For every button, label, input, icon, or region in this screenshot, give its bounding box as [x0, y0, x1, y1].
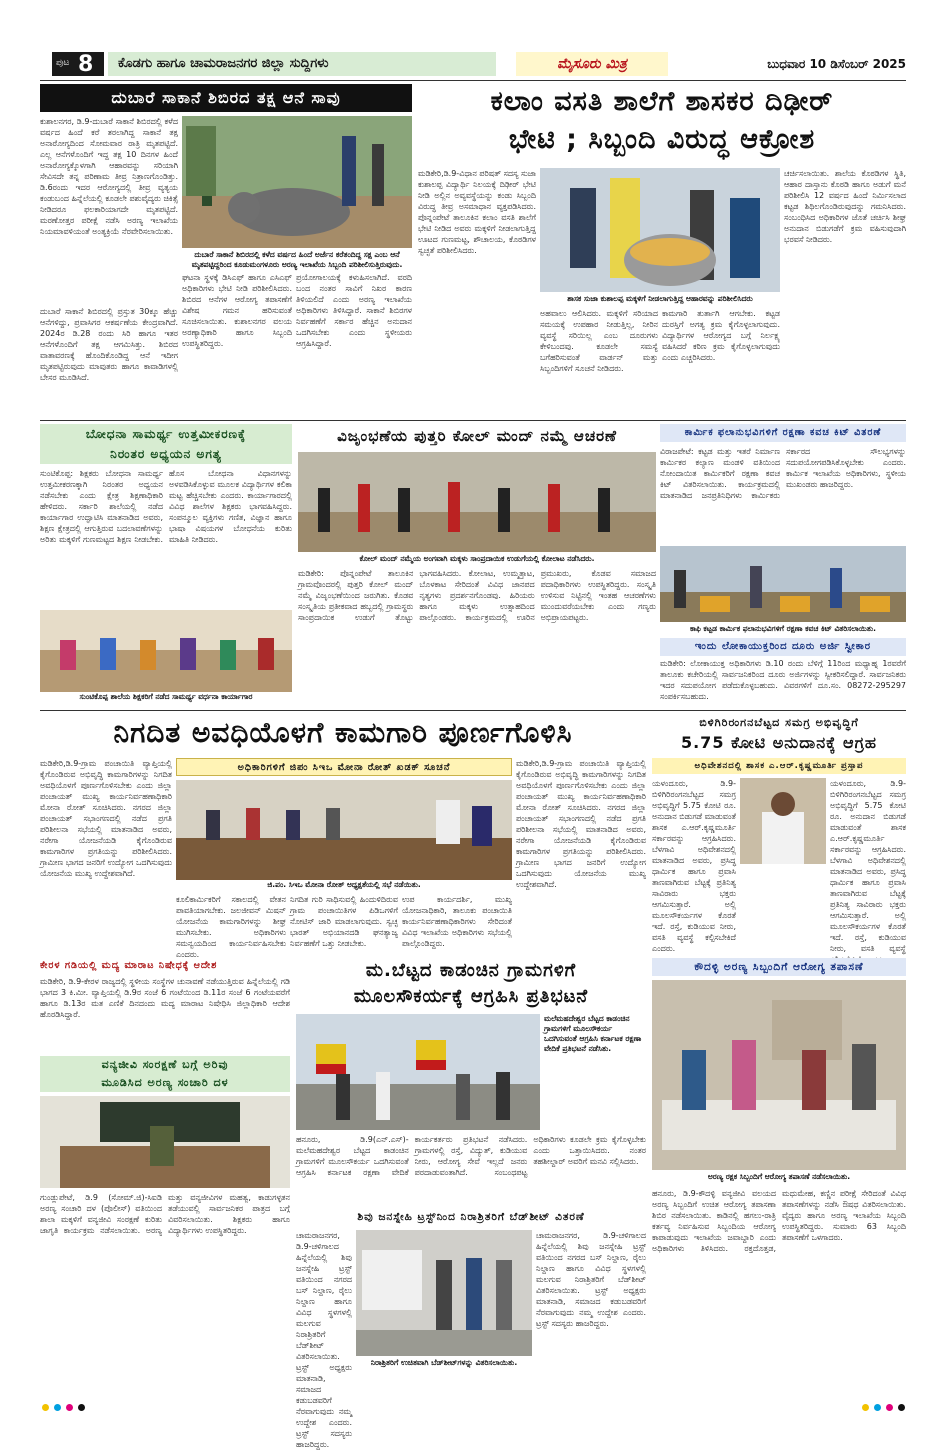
story3-caption: ಸುಂಟಿಕೊಪ್ಪ ಶಾಲೆಯ ಶಿಕ್ಷಕರಿಗೆ ನಡೆದ ಸಾಮರ್ಥ್ಯ ವರ್ಧನಾ ಕಾರ್ಯಾಗಾರ [79, 692, 253, 701]
registration-dot [78, 1404, 85, 1411]
registration-dot [54, 1404, 61, 1411]
story7-body-d: ಉಪ ಕಾರ್ಯದರ್ಶಿ, ಮುಖ್ಯ ಯೋಜನಾಧಿಕಾರಿ, ತಾಲೂಕು ಪಂಚಾಯಿತಿ ಕಾರ್ಯನಿರ್ವಹಣಾಧಿಕಾರಿಗಳು ಸೇರಿದಂತೆ ವಿವಿಧ ಇಲಾಖೆಯ ಅಧಿಕಾರಿಗಳು ಸಭೆಯಲ್ಲಿ ಪಾಲ್ಗೊಂಡಿದ್ದರು. [402, 895, 512, 948]
story7-body-c: ನಿಗದಿತ ಗುರಿ ಸಾಧಿಸುವಲ್ಲಿ ಹಿಂದುಳಿದಿರುವ ಗ್ರಾಮ ಪಂಚಾಯಿತಿಗಳ ಪಿಡಿಒಗಳಿಗೆ ನೋಟಿಸ್ ಜಾರಿ ಮಾಡಲಾಗುವುದು. ಸ್ವಚ್ಛ ಭಾರತ್ ಅಭಿಯಾನದಡಿ ಘನತ್ಯಾಜ್ಯ ನಿರ್ವಹಣೆಗೆ ಒತ್ತು ನೀಡಬೇಕು. [290, 895, 398, 948]
story2-body-c: ಕಾಮಗಾರಿ ತುರ್ತಾಗಿ ಆಗಬೇಕು. ಕಟ್ಟಡ ದುರಸ್ತಿಗೆ ಅಗತ್ಯ ಕ್ರಮ ಕೈಗೊಳ್ಳಲಾಗುವುದು. ವಿದ್ಯಾರ್ಥಿಗಳ ಆರೋಗ್ಯದ ಬಗ್ಗೆ ನಿರ್ಲಕ್ಷ್ಯ ವಹಿಸಿದರೆ ಕಠಿಣ ಕ್ರಮ ಕೈಗೊಳ್ಳಲಾಗುವುದು ಎಂದು ಎಚ್ಚರಿಸಿದರು. [662, 309, 780, 362]
story2-caption: ಶಾಸಕ ಸುಜಾ ಕುಶಾಲಪ್ಪ ಮಕ್ಕಳಿಗೆ ನೀಡಲಾಗುತ್ತಿದ್ದ ಆಹಾರವನ್ನು ಪರಿಶೀಲಿಸಿದರು [567, 294, 753, 303]
story3-photo [40, 610, 292, 692]
page-label: ಪುಟ [56, 58, 70, 68]
story12-body-b: ಚಾಮರಾಜನಗರ, ಡಿ.9-ಚಳಿಗಾಲದ ಹಿನ್ನೆಲೆಯಲ್ಲಿ ಶಿವು ಜನಸ್ನೇಹಿ ಟ್ರಸ್ಟ್ ವತಿಯಿಂದ ನಗರದ ಬಸ್ ನಿಲ್ದಾಣ, ರೈಲು ನಿಲ್ದಾಣ ಹಾಗೂ ವಿವಿಧ ಸ್ಥಳಗಳಲ್ಲಿ ಮಲಗುವ ನಿರಾಶ್ರಿತರಿಗೆ ಬೆಡ್‌ಶೀಟ್ ವಿತರಿಸಲಾಯಿತು. ಟ್ರಸ್ಟ್ ಅಧ್ಯಕ್ಷರು ಮಾತನಾಡಿ, ಸಮಾಜದ ಕಡುಬಡವರಿಗೆ ನೆರವಾಗುವುದು ನಮ್ಮ ಉದ್ದೇಶ ಎಂದರು. ಟ್ರಸ್ಟ್ ಸದಸ್ಯರು ಹಾಜರಿದ್ದರು. [536, 1231, 646, 1328]
story5-body: ವಿರಾಜಪೇಟೆ: ಕಟ್ಟಡ ಮತ್ತು ಇತರೆ ನಿರ್ಮಾಣ ಕಾರ್ಮಿಕರ ಕಲ್ಯಾಣ ಮಂಡಳಿ ವತಿಯಿಂದ ನೋಂದಾಯಿತ ಕಾರ್ಮಿಕರಿಗೆ ರಕ್ಷಣಾ ಕವಚ ಕಿಟ್ ವಿತರಿಸಲಾಯಿತು. ಕಾರ್ಯಕ್ರಮದಲ್ಲಿ ಮಾತನಾಡಿದ ಜನಪ್ರತಿನಿಧಿಗಳು ಕಾರ್ಮಿಕರು ಸರ್ಕಾರದ ಸೌಲಭ್ಯಗಳನ್ನು ಸದುಪಯೋಗಪಡಿಸಿಕೊಳ್ಳಬೇಕು ಎಂದರು. ಕಾರ್ಮಿಕ ಇಲಾಖೆಯ ಅಧಿಕಾರಿಗಳು, ಸ್ಥಳೀಯ ಮುಖಂಡರು ಹಾಜರಿದ್ದರು. [660, 447, 906, 500]
story10-headline-1: ವನ್ಯಜೀವಿ ಸಂರಕ್ಷಣೆ ಬಗ್ಗೆ ಅರಿವು [40, 1056, 290, 1074]
story5-photo [660, 546, 906, 622]
page-number-box [52, 52, 104, 76]
story11-photo [296, 1014, 540, 1130]
story7-caption: ಜಿ.ಪಂ. ಸಿಇಒ ಮೋನಾ ರೋತ್ ಅಧ್ಯಕ್ಷತೆಯಲ್ಲಿ ಸಭೆ ನಡೆಯಿತು. [267, 880, 421, 889]
story1-photo [182, 116, 412, 248]
story1-body-d: ಪ್ರಯೋಗಾಲಯಕ್ಕೆ ಕಳುಹಿಸಲಾಗಿದೆ. ವರದಿ ಬಂದ ನಂತರ ಸಾವಿಗೆ ನಿಖರ ಕಾರಣ ತಿಳಿಯಲಿದೆ ಎಂದು ಅರಣ್ಯ ಇಲಾಖೆಯ ಅಧಿಕಾರಿಗಳು ತಿಳಿಸಿದ್ದಾರೆ. ಸಾಕಾನೆ ಶಿಬಿರಗಳ ನಿರ್ವಹಣೆಗೆ ಸರ್ಕಾರ ಹೆಚ್ಚಿನ ಅನುದಾನ ಒದಗಿಸಬೇಕು ಎಂದು ಸ್ಥಳೀಯರು ಆಗ್ರಹಿಸಿದ್ದಾರೆ. [296, 273, 412, 348]
story1-body-c: ಘಟನಾ ಸ್ಥಳಕ್ಕೆ ಡಿಸಿಎಫ್ ಹಾಗೂ ಎಸಿಎಫ್ ಅಧಿಕಾರಿಗಳು ಭೇಟಿ ನೀಡಿ ಪರಿಶೀಲಿಸಿದರು. ಶಿಬಿರದ ಆನೆಗಳ ಆರೋಗ್ಯ ತಪಾಸಣೆಗೆ ವಿಶೇಷ ಗಮನ ಹರಿಸುವಂತೆ ಸೂಚಿಸಲಾಯಿತು. ಕುಶಾಲನಗರ ವಲಯ ಅರಣ್ಯಾಧಿಕಾರಿ ಹಾಗೂ ಸಿಬ್ಬಂದಿ ಉಪಸ್ಥಿತರಿದ್ದರು. [182, 273, 292, 348]
story12-headline: ಶಿವು ಜನಸ್ನೇಹಿ ಟ್ರಸ್ಟ್‌ನಿಂದ ನಿರಾಶ್ರಿತರಿಗೆ ಬೆಡ್‌ಶೀಟ್ ವಿತರಣೆ [357, 1211, 585, 1223]
story7-body-b: ಕೂಲಿಕಾರ್ಮಿಕರಿಗೆ ಸಕಾಲದಲ್ಲಿ ವೇತನ ಪಾವತಿಯಾಗಬೇಕು. ಜಲಜೀವನ್ ಮಿಷನ್ ಯೋಜನೆಯ ಕಾಮಗಾರಿಗಳನ್ನು ಶೀಘ್ರ ಮುಗಿಸಬೇಕು. ಅಧಿಕಾರಿಗಳು ಸಮನ್ವಯದಿಂದ ಕಾರ್ಯನಿರ್ವಹಿಸಬೇಕು ಎಂದರು. [176, 895, 286, 959]
masthead-rule [40, 80, 906, 81]
registration-dot [874, 1404, 881, 1411]
story11-headline-2: ಮೂಲಸೌಕರ್ಯಕ್ಕೆ ಆಗ್ರಹಿಸಿ ಪ್ರತಿಭಟನೆ [353, 986, 589, 1007]
story9-headline: ಕೇರಳ ಗಡಿಯಲ್ಲಿ ಮದ್ಯ ಮಾರಾಟ ನಿಷೇಧಕ್ಕೆ ಆದೇಶ [40, 960, 218, 971]
registration-dot [862, 1404, 869, 1411]
story2-body: ಮಡಿಕೇರಿ,ಡಿ.9-ವಿಧಾನ ಪರಿಷತ್ ಸದಸ್ಯ ಸುಜಾ ಕುಶಾಲಪ್ಪ ವಿದ್ಯಾರ್ಥಿ ನಿಲಯಕ್ಕೆ ದಿಢೀರ್ ಭೇಟಿ ನೀಡಿ ಅಲ್ಲಿನ ಅವ್ಯವಸ್ಥೆಯನ್ನು ಕಂಡು ಸಿಬ್ಬಂದಿ ವಿರುದ್ಧ ತೀವ್ರ ಅಸಮಾಧಾನ ವ್ಯಕ್ತಪಡಿಸಿದರು. ಪೊನ್ನಂಪೇಟೆ ತಾಲೂಕಿನ ಕಲಾಂ ವಸತಿ ಶಾಲೆಗೆ ಭೇಟಿ ನೀಡಿದ ಅವರು ಮಕ್ಕಳಿಗೆ ನೀಡಲಾಗುತ್ತಿದ್ದ ಊಟದ ಗುಣಮಟ್ಟ, ಶೌಚಾಲಯ, ಕೊಠಡಿಗಳ ಸ್ವಚ್ಛತೆ ಪರಿಶೀಲಿಸಿದರು. [418, 169, 536, 255]
story8-subhead: ಅಧಿವೇಶನದಲ್ಲಿ ಶಾಸಕ ಎ.ಆರ್.ಕೃಷ್ಣಮೂರ್ತಿ ಪ್ರಸ್ತಾಪ [652, 758, 906, 774]
story5-headline: ಕಾರ್ಮಿಕ ಫಲಾನುಭವಿಗಳಿಗೆ ರಕ್ಷಣಾ ಕವಚ ಕಿಟ್ ವಿತರಣೆ [660, 424, 906, 442]
story1-headline: ದುಬಾರೆ ಸಾಕಾನೆ ಶಿಬಿರದ ತಕ್ಷ ಆನೆ ಸಾವು [40, 84, 412, 112]
story2-headline-2: ಭೇಟಿ ; ಸಿಬ್ಬಂದಿ ವಿರುದ್ಧ ಆಕ್ರೋಶ [508, 124, 816, 155]
story4-caption: ಕೋಲ್ ಮಂದ್ ನಮ್ಮೆಯ ಅಂಗವಾಗಿ ಮಕ್ಕಳು ಸಾಂಪ್ರದಾಯಿಕ ಉಡುಗೆಯಲ್ಲಿ ಕೋಲಾಟ ನಡೆಸಿದರು. [359, 554, 595, 563]
story2-body-d: ಚರ್ಚಿಸಲಾಯಿತು. ಶಾಲೆಯ ಕೊಠಡಿಗಳ ಸ್ಥಿತಿ, ಆಹಾರ ದಾಸ್ತಾನು ಕೊಠಡಿ ಹಾಗೂ ಅಡುಗೆ ಮನೆ ಪರಿಶೀಲಿಸಿ 12 ವರ್ಷದ ಹಿಂದೆ ನಿರ್ಮಿಸಲಾದ ಕಟ್ಟಡ ಶಿಥಿಲಗೊಂಡಿರುವುದನ್ನು ಗಮನಿಸಿದರು. ಸಂಬಂಧಿಸಿದ ಅಧಿಕಾರಿಗಳ ಜೊತೆ ಚರ್ಚಿಸಿ ಶೀಘ್ರ ಅನುದಾನ ಬಿಡುಗಡೆಗೆ ಕ್ರಮ ವಹಿಸುವುದಾಗಿ ಭರವಸೆ ನೀಡಿದರು. [784, 169, 906, 244]
story2-headline-1: ಕಲಾಂ ವಸತಿ ಶಾಲೆಗೆ ಶಾಸಕರ ದಿಢೀರ್ [490, 86, 834, 117]
row-divider-1 [40, 420, 906, 421]
story7-body-e: ಮಡಿಕೇರಿ,ಡಿ.9-ಗ್ರಾಮ ಪಂಚಾಯಿತಿ ವ್ಯಾಪ್ತಿಯಲ್ಲಿ ಕೈಗೊಂಡಿರುವ ಅಭಿವೃದ್ಧಿ ಕಾಮಗಾರಿಗಳನ್ನು ನಿಗದಿತ ಅವಧಿಯೊಳಗೆ ಪೂರ್ಣಗೊಳಿಸಬೇಕು ಎಂದು ಜಿಲ್ಲಾ ಪಂಚಾಯತ್ ಮುಖ್ಯ ಕಾರ್ಯನಿರ್ವಹಣಾಧಿಕಾರಿ ಮೋನಾ ರೋತ್ ಸೂಚಿಸಿದರು. ನಗರದ ಜಿಲ್ಲಾ ಪಂಚಾಯತ್ ಸಭಾಂಗಣದಲ್ಲಿ ನಡೆದ ಪ್ರಗತಿ ಪರಿಶೀಲನಾ ಸಭೆಯಲ್ಲಿ ಮಾತನಾಡಿದ ಅವರು, ನರೇಗಾ ಯೋಜನೆಯಡಿ ಕೈಗೊಂಡಿರುವ ಕಾಮಗಾರಿಗಳ ಪ್ರಗತಿಯನ್ನು ಪರಿಶೀಲಿಸಿದರು. ಗ್ರಾಮೀಣ ಭಾಗದ ಜನರಿಗೆ ಉದ್ಯೋಗ ಒದಗಿಸುವುದು ಯೋಜನೆಯ ಮುಖ್ಯ ಉದ್ದೇಶವಾಗಿದೆ. [516, 759, 646, 889]
story4-headline: ವಿಜೃಂಭಣೆಯ ಪುತ್ತರಿ ಕೋಲ್ ಮಂದ್ ನಮ್ಮೆ ಆಚರಣೆ [337, 427, 617, 445]
story11-headline-1: ಮ.ಬೆಟ್ಟದ ಕಾಡಂಚಿನ ಗ್ರಾಮಗಳಿಗೆ [365, 960, 577, 981]
story12-caption: ನಿರಾಶ್ರಿತರಿಗೆ ಉಚಿತವಾಗಿ ಬೆಡ್‌ಶೀಟ್‌ಗಳನ್ನು ವಿತರಿಸಲಾಯಿತು. [370, 1358, 518, 1367]
story13-caption: ಅರಣ್ಯ ರಕ್ಷಕ ಸಿಬ್ಬಂದಿಗೆ ಆರೋಗ್ಯ ತಪಾಸಣೆ ನಡೆಸಲಾಯಿತು. [707, 1172, 851, 1181]
story1-body-b: ದುಬಾರೆ ಸಾಕಾನೆ ಶಿಬಿರದಲ್ಲಿ ಪ್ರಸ್ತುತ 30ಕ್ಕೂ ಹೆಚ್ಚು ಆನೆಗಳಿದ್ದು, ಪ್ರವಾಸಿಗರ ಆಕರ್ಷಣೆಯ ಕೇಂದ್ರವಾಗಿದೆ. 2024ರ ಡಿ.28 ರಂದು ಸಿರಿ ಹಾಗೂ ಇತರ ಆನೆಗಳೊಂದಿಗೆ ತಕ್ಷ ಆಗಮಿಸಿತ್ತು. ಶಿಬಿರದ ವಾತಾವರಣಕ್ಕೆ ಹೊಂದಿಕೊಂಡಿದ್ದ ಆನೆ ಇದೀಗ ಮೃತಪಟ್ಟಿರುವುದು ಮಾವುತರು ಹಾಗೂ ಕಾವಾಡಿಗಳಲ್ಲಿ ಬೇಸರ ಮೂಡಿಸಿದೆ. [40, 307, 178, 382]
story12-body: ಚಾಮರಾಜನಗರ, ಡಿ.9-ಚಳಿಗಾಲದ ಹಿನ್ನೆಲೆಯಲ್ಲಿ ಶಿವು ಜನಸ್ನೇಹಿ ಟ್ರಸ್ಟ್ ವತಿಯಿಂದ ನಗರದ ಬಸ್ ನಿಲ್ದಾಣ, ರೈಲು ನಿಲ್ದಾಣ ಹಾಗೂ ವಿವಿಧ ಸ್ಥಳಗಳಲ್ಲಿ ಮಲಗುವ ನಿರಾಶ್ರಿತರಿಗೆ ಬೆಡ್‌ಶೀಟ್ ವಿತರಿಸಲಾಯಿತು. ಟ್ರಸ್ಟ್ ಅಧ್ಯಕ್ಷರು ಮಾತನಾಡಿ, ಸಮಾಜದ ಕಡುಬಡವರಿಗೆ ನೆರವಾಗುವುದು ನಮ್ಮ ಉದ್ದೇಶ ಎಂದರು. ಟ್ರಸ್ಟ್ ಸದಸ್ಯರು ಹಾಜರಿದ್ದರು. [296, 1231, 352, 1449]
story1-caption: ದುಬಾರೆ ಸಾಕಾನೆ ಶಿಬಿರದಲ್ಲಿ ಕಳೆದ ವರ್ಷದ ಹಿಂದೆ ಅರ್ಜೆನ ಕರೆತಂದಿದ್ದ ಸಕ್ಷ ಎಂಬ ಆನೆ ಮೃತಪಟ್ಟಿದ್ದರಿಂದ ಕೂಡುಮಂಗಳೂರು ಅರಣ್ಯ ಇಲಾಖೆಯ ಸಿಬ್ಬಂದಿ ಪರಿಶೀಲಿಸುತ್ತಿರುವುದು. [191, 250, 403, 269]
story7-photo [176, 780, 512, 880]
paper-name-logo: ಮೈಸೂರು ಮಿತ್ರ [516, 52, 668, 76]
story2-photo [540, 168, 780, 292]
story7-body: ಮಡಿಕೇರಿ,ಡಿ.9-ಗ್ರಾಮ ಪಂಚಾಯಿತಿ ವ್ಯಾಪ್ತಿಯಲ್ಲಿ ಕೈಗೊಂಡಿರುವ ಅಭಿವೃದ್ಧಿ ಕಾಮಗಾರಿಗಳನ್ನು ನಿಗದಿತ ಅವಧಿಯೊಳಗೆ ಪೂರ್ಣಗೊಳಿಸಬೇಕು ಎಂದು ಜಿಲ್ಲಾ ಪಂಚಾಯತ್ ಮುಖ್ಯ ಕಾರ್ಯನಿರ್ವಹಣಾಧಿಕಾರಿ ಮೋನಾ ರೋತ್ ಸೂಚಿಸಿದರು. ನಗರದ ಜಿಲ್ಲಾ ಪಂಚಾಯತ್ ಸಭಾಂಗಣದಲ್ಲಿ ನಡೆದ ಪ್ರಗತಿ ಪರಿಶೀಲನಾ ಸಭೆಯಲ್ಲಿ ಮಾತನಾಡಿದ ಅವರು, ನರೇಗಾ ಯೋಜನೆಯಡಿ ಕೈಗೊಂಡಿರುವ ಕಾಮಗಾರಿಗಳ ಪ್ರಗತಿಯನ್ನು ಪರಿಶೀಲಿಸಿದರು. ಗ್ರಾಮೀಣ ಭಾಗದ ಜನರಿಗೆ ಉದ್ಯೋಗ ಒದಗಿಸುವುದು ಯೋಜನೆಯ ಮುಖ್ಯ ಉದ್ದೇಶವಾಗಿದೆ. [40, 759, 172, 878]
story8-body: ಯಳಂದೂರು, ಡಿ.9-ಬಿಳಿಗಿರಿರಂಗನಬೆಟ್ಟದ ಸಮಗ್ರ ಅಭಿವೃದ್ಧಿಗೆ 5.75 ಕೋಟಿ ರೂ. ಅನುದಾನ ಬಿಡುಗಡೆ ಮಾಡುವಂತೆ ಶಾಸಕ ಎ.ಆರ್.ಕೃಷ್ಣಮೂರ್ತಿ ಸರ್ಕಾರವನ್ನು ಆಗ್ರಹಿಸಿದರು. ಬೆಳಗಾವಿ ಅಧಿವೇಶನದಲ್ಲಿ ಮಾತನಾಡಿದ ಅವರು, ಪ್ರಸಿದ್ಧ ಧಾರ್ಮಿಕ ಹಾಗೂ ಪ್ರವಾಸಿ ತಾಣವಾಗಿರುವ ಬೆಟ್ಟಕ್ಕೆ ಪ್ರತಿನಿತ್ಯ ಸಾವಿರಾರು ಭಕ್ತರು ಆಗಮಿಸುತ್ತಾರೆ. ಅಲ್ಲಿ ಮೂಲಸೌಕರ್ಯಗಳ ಕೊರತೆ ಇದೆ. ರಸ್ತೆ, ಕುಡಿಯುವ ನೀರು, ವಸತಿ ವ್ಯವಸ್ಥೆ ಕಲ್ಪಿಸಬೇಕಿದೆ ಎಂದರು. [652, 779, 736, 953]
story13-headline: ಕೌದಳ್ಳಿ ಅರಣ್ಯ ಸಿಬ್ಬಂದಿಗೆ ಆರೋಗ್ಯ ತಪಾಸಣೆ [652, 958, 906, 976]
story8-photo [740, 778, 826, 864]
page-number: 8 [78, 52, 94, 77]
story3-headline-2: ನಿರಂತರ ಅಧ್ಯಯನ ಅಗತ್ಯ [40, 444, 292, 464]
registration-dot [66, 1404, 73, 1411]
story13-photo [652, 980, 906, 1170]
story11-body: ಹನೂರು, ಡಿ.9(ಎನ್.ಎಸ್)-ಮಲೆಮಹದೇಶ್ವರ ಬೆಟ್ಟದ ಕಾಡಂಚಿನ ಗ್ರಾಮಗಳಿಗೆ ಮೂಲಸೌಕರ್ಯ ಒದಗಿಸುವಂತೆ ಆಗ್ರಹಿಸಿ ಕರ್ನಾಟಕ ರಕ್ಷಣಾ ವೇದಿಕೆ ಕಾರ್ಯಕರ್ತರು ಪ್ರತಿಭಟನೆ ನಡೆಸಿದರು. ಗ್ರಾಮಗಳಲ್ಲಿ ರಸ್ತೆ, ವಿದ್ಯುತ್, ಕುಡಿಯುವ ನೀರು, ಆರೋಗ್ಯ ಸೇವೆ ಇಲ್ಲದೆ ಜನರು ಪರದಾಡುವಂತಾಗಿದೆ. ಸಂಬಂಧಪಟ್ಟ ಅಧಿಕಾರಿಗಳು ಕೂಡಲೇ ಕ್ರಮ ಕೈಗೊಳ್ಳಬೇಕು ಎಂದು ಒತ್ತಾಯಿಸಿದರು. ನಂತರ ತಹಶೀಲ್ದಾರ್ ಅವರಿಗೆ ಮನವಿ ಸಲ್ಲಿಸಿದರು. [296, 1135, 646, 1177]
story8-body-b: ಯಳಂದೂರು, ಡಿ.9-ಬಿಳಿಗಿರಿರಂಗನಬೆಟ್ಟದ ಸಮಗ್ರ ಅಭಿವೃದ್ಧಿಗೆ 5.75 ಕೋಟಿ ರೂ. ಅನುದಾನ ಬಿಡುಗಡೆ ಮಾಡುವಂತೆ ಶಾಸಕ ಎ.ಆರ್.ಕೃಷ್ಣಮೂರ್ತಿ ಸರ್ಕಾರವನ್ನು ಆಗ್ರಹಿಸಿದರು. ಬೆಳಗಾವಿ ಅಧಿವೇಶನದಲ್ಲಿ ಮಾತನಾಡಿದ ಅವರು, ಪ್ರಸಿದ್ಧ ಧಾರ್ಮಿಕ ಹಾಗೂ ಪ್ರವಾಸಿ ತಾಣವಾಗಿರುವ ಬೆಟ್ಟಕ್ಕೆ ಪ್ರತಿನಿತ್ಯ ಸಾವಿರಾರು ಭಕ್ತರು ಆಗಮಿಸುತ್ತಾರೆ. ಅಲ್ಲಿ ಮೂಲಸೌಕರ್ಯಗಳ ಕೊರತೆ ಇದೆ. ರಸ್ತೆ, ಕುಡಿಯುವ ನೀರು, ವಸತಿ ವ್ಯವಸ್ಥೆ [830, 779, 906, 953]
story10-headline-2: ಮೂಡಿಸಿದ ಅರಣ್ಯ ಸಂಚಾರಿ ದಳ [40, 1074, 290, 1092]
story6-body: ಮಡಿಕೇರಿ: ಲೋಕಾಯುಕ್ತ ಅಧಿಕಾರಿಗಳು ಡಿ.10 ರಂದು ಬೆಳಿಗ್ಗೆ 11ರಿಂದ ಮಧ್ಯಾಹ್ನ 1ರವರೆಗೆ ತಾಲೂಕು ಕಚೇರಿಯಲ್ಲಿ ಸಾರ್ವಜನಿಕರಿಂದ ದೂರು ಅರ್ಜಿಗಳನ್ನು ಸ್ವೀಕರಿಸಲಿದ್ದಾರೆ. ಸಾರ್ವಜನಿಕರು ಇದರ ಸದುಪಯೋಗ ಪಡೆದುಕೊಳ್ಳಬಹುದು. ವಿವರಗಳಿಗೆ ದೂ.ಸಂ. 08272-295297 ಸಂಪರ್ಕಿಸಬಹುದು. [660, 659, 906, 701]
story3-headline-1: ಬೋಧನಾ ಸಾಮರ್ಥ್ಯ ಉತ್ತಮೀಕರಣಕ್ಕೆ [40, 424, 292, 444]
section-title: ಕೊಡಗು ಹಾಗೂ ಚಾಮರಾಜನಗರ ಜಿಲ್ಲಾ ಸುದ್ದಿಗಳು [108, 52, 496, 76]
story2-body-b: ಅಹವಾಲು ಆಲಿಸಿದರು. ಮಕ್ಕಳಿಗೆ ಸರಿಯಾದ ಸಮಯಕ್ಕೆ ಉಪಹಾರ ನೀಡುತ್ತಿಲ್ಲ, ನೀರಿನ ವ್ಯವಸ್ಥೆ ಸರಿಯಿಲ್ಲ ಎಂಬ ದೂರುಗಳು ಕೇಳಿಬಂದವು. ಕೂಡಲೇ ಸಮಸ್ಯೆ ಬಗೆಹರಿಸುವಂತೆ ವಾರ್ಡನ್ ಮತ್ತು ಸಿಬ್ಬಂದಿಗಳಿಗೆ ಸೂಚನೆ ನೀಡಿದರು. [540, 309, 658, 373]
print-registration-marks [0, 1404, 945, 1414]
story8-headline-2: 5.75 ಕೋಟಿ ಅನುದಾನಕ್ಕೆ ಆಗ್ರಹ [680, 733, 878, 752]
story12-photo [356, 1230, 532, 1356]
story7-headline: ನಿಗದಿತ ಅವಧಿಯೊಳಗೆ ಕಾಮಗಾರಿ ಪೂರ್ಣಗೊಳಿಸಿ [113, 716, 573, 749]
story10-photo [40, 1096, 290, 1188]
story4-body: ಮಡಿಕೇರಿ: ಪೊನ್ನಂಪೇಟೆ ತಾಲೂಕಿನ ಗ್ರಾಮವೊಂದರಲ್ಲಿ ಪುತ್ತರಿ ಕೋಲ್ ಮಂದ್ ನಮ್ಮೆ ವಿಜೃಂಭಣೆಯಿಂದ ಜರುಗಿತು. ಕೊಡವ ಸಂಸ್ಕೃತಿಯ ಪ್ರತೀಕವಾದ ಹಬ್ಬದಲ್ಲಿ ಗ್ರಾಮಸ್ಥರು ಸಾಂಪ್ರದಾಯಿಕ ಉಡುಗೆ ತೊಟ್ಟು ಭಾಗವಹಿಸಿದರು. ಕೋಲಾಟ, ಉಮ್ಮತ್ತಾಟ, ಬೊಳಕಾಟ ಸೇರಿದಂತೆ ವಿವಿಧ ಜಾನಪದ ನೃತ್ಯಗಳು ಪ್ರದರ್ಶನಗೊಂಡವು. ಹಿರಿಯರು ಹಾಗೂ ಮಕ್ಕಳು ಉತ್ಸಾಹದಿಂದ ಪಾಲ್ಗೊಂಡರು. ಕಾರ್ಯಕ್ರಮದಲ್ಲಿ ಊರಿನ ಪ್ರಮುಖರು, ಕೊಡವ ಸಮಾಜದ ಪದಾಧಿಕಾರಿಗಳು ಉಪಸ್ಥಿತರಿದ್ದರು. ಸಂಸ್ಕೃತಿ ಉಳಿಸುವ ನಿಟ್ಟಿನಲ್ಲಿ ಇಂತಹ ಆಚರಣೆಗಳು ಮುಂದುವರೆಯಬೇಕು ಎಂದು ಗಣ್ಯರು ಅಭಿಪ್ರಾಯಪಟ್ಟರು. [298, 569, 656, 622]
story9-body: ಮಡಿಕೇರಿ, ಡಿ.9-ಕೇರಳ ರಾಜ್ಯದಲ್ಲಿ ಸ್ಥಳೀಯ ಸಂಸ್ಥೆಗಳ ಚುನಾವಣೆ ನಡೆಯುತ್ತಿರುವ ಹಿನ್ನೆಲೆಯಲ್ಲಿ ಗಡಿ ಭಾಗದ 3 ಕಿ.ಮೀ. ವ್ಯಾಪ್ತಿಯಲ್ಲಿ ಡಿ.9ರ ಸಂಜೆ 6 ಗಂಟೆಯಿಂದ ಡಿ.11ರ ಸಂಜೆ 6 ಗಂಟೆಯವರೆಗೆ ಹಾಗೂ ಡಿ.13ರ ಮತ ಎಣಿಕೆ ದಿನದಂದು ಮದ್ಯ ಮಾರಾಟ ನಿಷೇಧಿಸಿ ಜಿಲ್ಲಾಧಿಕಾರಿ ಆದೇಶ ಹೊರಡಿಸಿದ್ದಾರೆ. [40, 977, 290, 1019]
registration-dot [886, 1404, 893, 1411]
story13-body: ಹನೂರು, ಡಿ.9-ಕೌದಳ್ಳಿ ವನ್ಯಜೀವಿ ವಲಯದ ಅರಣ್ಯ ಸಿಬ್ಬಂದಿಗೆ ಉಚಿತ ಆರೋಗ್ಯ ತಪಾಸಣಾ ಶಿಬಿರ ನಡೆಸಲಾಯಿತು. ಕಾಡಿನಲ್ಲಿ ಹಗಲು-ರಾತ್ರಿ ಕರ್ತವ್ಯ ನಿರ್ವಹಿಸುವ ಸಿಬ್ಬಂದಿಯ ಆರೋಗ್ಯ ಕಾಪಾಡುವುದು ಇಲಾಖೆಯ ಜವಾಬ್ದಾರಿ ಎಂದು ಅಧಿಕಾರಿಗಳು ತಿಳಿಸಿದರು. ರಕ್ತದೊತ್ತಡ, ಮಧುಮೇಹ, ಕಣ್ಣಿನ ಪರೀಕ್ಷೆ ಸೇರಿದಂತೆ ವಿವಿಧ ತಪಾಸಣೆಗಳನ್ನು ನಡೆಸಿ ಔಷಧ ವಿತರಿಸಲಾಯಿತು. ವೈದ್ಯರು ಹಾಗೂ ಅರಣ್ಯ ಇಲಾಖೆಯ ಸಿಬ್ಬಂದಿ ಉಪಸ್ಥಿತರಿದ್ದರು. ಸುಮಾರು 63 ಸಿಬ್ಬಂದಿ ತಪಾಸಣೆಗೆ ಒಳಗಾದರು. [652, 1189, 906, 1253]
story11-caption: ಮಲೆಮಹದೇಶ್ವರ ಬೆಟ್ಟದ ಕಾಡಂಚಿನ ಗ್ರಾಮಗಳಿಗೆ ಮೂಲಸೌಕರ್ಯ ಒದಗಿಸುವಂತೆ ಆಗ್ರಹಿಸಿ ಕರ್ನಾಟಕ ರಕ್ಷಣಾ ವೇದಿಕೆ ಪ್ರತಿಭಟನೆ ನಡೆಸಿತು. [544, 1014, 642, 1053]
story3-body: ಸುಂಟಿಕೊಪ್ಪ: ಶಿಕ್ಷಕರು ಬೋಧನಾ ಸಾಮರ್ಥ್ಯ ಉತ್ತಮೀಕರಣಕ್ಕಾಗಿ ನಿರಂತರ ಅಧ್ಯಯನ ನಡೆಸಬೇಕು ಎಂದು ಕ್ಷೇತ್ರ ಶಿಕ್ಷಣಾಧಿಕಾರಿ ಹೇಳಿದರು. ಸರ್ಕಾರಿ ಶಾಲೆಯಲ್ಲಿ ನಡೆದ ಕಾರ್ಯಾಗಾರ ಉದ್ಘಾಟಿಸಿ ಮಾತನಾಡಿದ ಅವರು, ಶಿಕ್ಷಣ ಕ್ಷೇತ್ರದಲ್ಲಿ ಆಗುತ್ತಿರುವ ಬದಲಾವಣೆಗಳನ್ನು ಅರಿತು ಮಕ್ಕಳಿಗೆ ಗುಣಮಟ್ಟದ ಶಿಕ್ಷಣ ನೀಡಬೇಕು. ಹೊಸ ಬೋಧನಾ ವಿಧಾನಗಳನ್ನು ಅಳವಡಿಸಿಕೊಳ್ಳುವ ಮೂಲಕ ವಿದ್ಯಾರ್ಥಿಗಳ ಕಲಿಕಾ ಮಟ್ಟ ಹೆಚ್ಚಿಸಬೇಕು ಎಂದರು. ಕಾರ್ಯಾಗಾರದಲ್ಲಿ ವಿವಿಧ ಶಾಲೆಗಳ ಶಿಕ್ಷಕರು ಭಾಗವಹಿಸಿದ್ದರು. ಸಂಪನ್ಮೂಲ ವ್ಯಕ್ತಿಗಳು ಗಣಿತ, ವಿಜ್ಞಾನ ಹಾಗೂ ಭಾಷಾ ವಿಷಯಗಳ ಬೋಧನೆಯ ಕುರಿತು ಮಾಹಿತಿ ನೀಡಿದರು. [40, 469, 292, 544]
story6-headline: ಇಂದು ಲೋಕಾಯುಕ್ತರಿಂದ ದೂರು ಅರ್ಜಿ ಸ್ವೀಕಾರ [660, 638, 906, 656]
registration-dot [898, 1404, 905, 1411]
story1-body: ಕುಶಾಲನಗರ, ಡಿ.9-ದುಬಾರೆ ಸಾಕಾನೆ ಶಿಬಿರದಲ್ಲಿ ಕಳೆದ ವರ್ಷದ ಹಿಂದೆ ಕರೆ ತರಲಾಗಿದ್ದ ಸಾಕಾನೆ ತಕ್ಷ ಅನಾರೋಗ್ಯದಿಂದ ಸೋಮವಾರ ರಾತ್ರಿ ಮೃತಪಟ್ಟಿದೆ. ಎಲ್ಲ ಆನೆಗಳೊಂದಿಗೆ ಇದ್ದ ತಕ್ಷ 10 ದಿನಗಳ ಹಿಂದೆ ಅನಾರೋಗ್ಯಕ್ಕೊಳಗಾಗಿ ಆಹಾರವನ್ನು ಸರಿಯಾಗಿ ಸೇವಿಸದೇ ತನ್ನ ಪರಿಣಾಮ ತೀವ್ರ ನಿತ್ರಾಣಗೊಂಡಿತ್ತು. ಡಿ.6ರಂದು ಇದರ ಆರೋಗ್ಯದಲ್ಲಿ ತೀವ್ರ ವ್ಯತ್ಯಯ ಕಂಡುಬಂದ ಹಿನ್ನೆಲೆಯಲ್ಲಿ ಕೂಡಲೇ ಪಶುವೈದ್ಯರು ಚಿಕಿತ್ಸೆ ನೀಡಿದರೂ ಫಲಕಾರಿಯಾಗದೇ ಮೃತಪಟ್ಟಿದೆ. ಮರಣೋತ್ತರ ಪರೀಕ್ಷೆ ನಡೆಸಿ ಅರಣ್ಯ ಇಲಾಖೆಯ ನಿಯಮಾವಳಿಯಂತೆ ಅಂತ್ಯಕ್ರಿಯೆ ನೆರವೇರಿಸಲಾಯಿತು. [40, 117, 178, 236]
row-divider-2 [40, 710, 906, 711]
story10-body: ಗುಂಡ್ಲುಪೇಟೆ, ಡಿ.9 (ಸೋಮ್.ಜಿ)-ಸಿಐಡಿ ಅರಣ್ಯ ಸಂಚಾರಿ ದಳ (ಪೊಲೀಸ್) ವತಿಯಿಂದ ಶಾಲಾ ಮಕ್ಕಳಿಗೆ ವನ್ಯಜೀವಿ ಸಂರಕ್ಷಣೆ ಕುರಿತು ಜಾಗೃತಿ ಕಾರ್ಯಕ್ರಮ ನಡೆಸಲಾಯಿತು. ಅರಣ್ಯ ಮತ್ತು ವನ್ಯಜೀವಿಗಳ ಮಹತ್ವ, ಕಾಡುಗಳ್ಳತನ ತಡೆಯುವಲ್ಲಿ ಸಾರ್ವಜನಿಕರ ಪಾತ್ರದ ಬಗ್ಗೆ ವಿವರಿಸಲಾಯಿತು. ಶಿಕ್ಷಕರು ಹಾಗೂ ವಿದ್ಯಾರ್ಥಿಗಳು ಉಪಸ್ಥಿತರಿದ್ದರು. [40, 1193, 290, 1235]
story5-caption: ಕಾಫಿ ಕಟ್ಟಡ ಕಾರ್ಮಿಕ ಫಲಾನುಭವಿಗಳಿಗೆ ರಕ್ಷಣಾ ಕವಚ ಕಿಟ್ ವಿತರಿಸಲಾಯಿತು. [689, 624, 876, 633]
story8-headline-1: ಬಿಳಿಗಿರಿರಂಗನಬೆಟ್ಟದ ಸಮಗ್ರ ಅಭಿವೃದ್ಧಿಗೆ [699, 716, 859, 729]
story4-photo [298, 452, 656, 552]
registration-dot [42, 1404, 49, 1411]
issue-date: ಬುಧವಾರ 10 ಡಿಸೆಂಬರ್ 2025 [767, 57, 906, 71]
story7-subhead: ಅಧಿಕಾರಿಗಳಿಗೆ ಜಿಪಂ ಸಿಇಒ ಮೋನಾ ರೋತ್ ಖಡಕ್ ಸೂಚನೆ [176, 758, 512, 776]
